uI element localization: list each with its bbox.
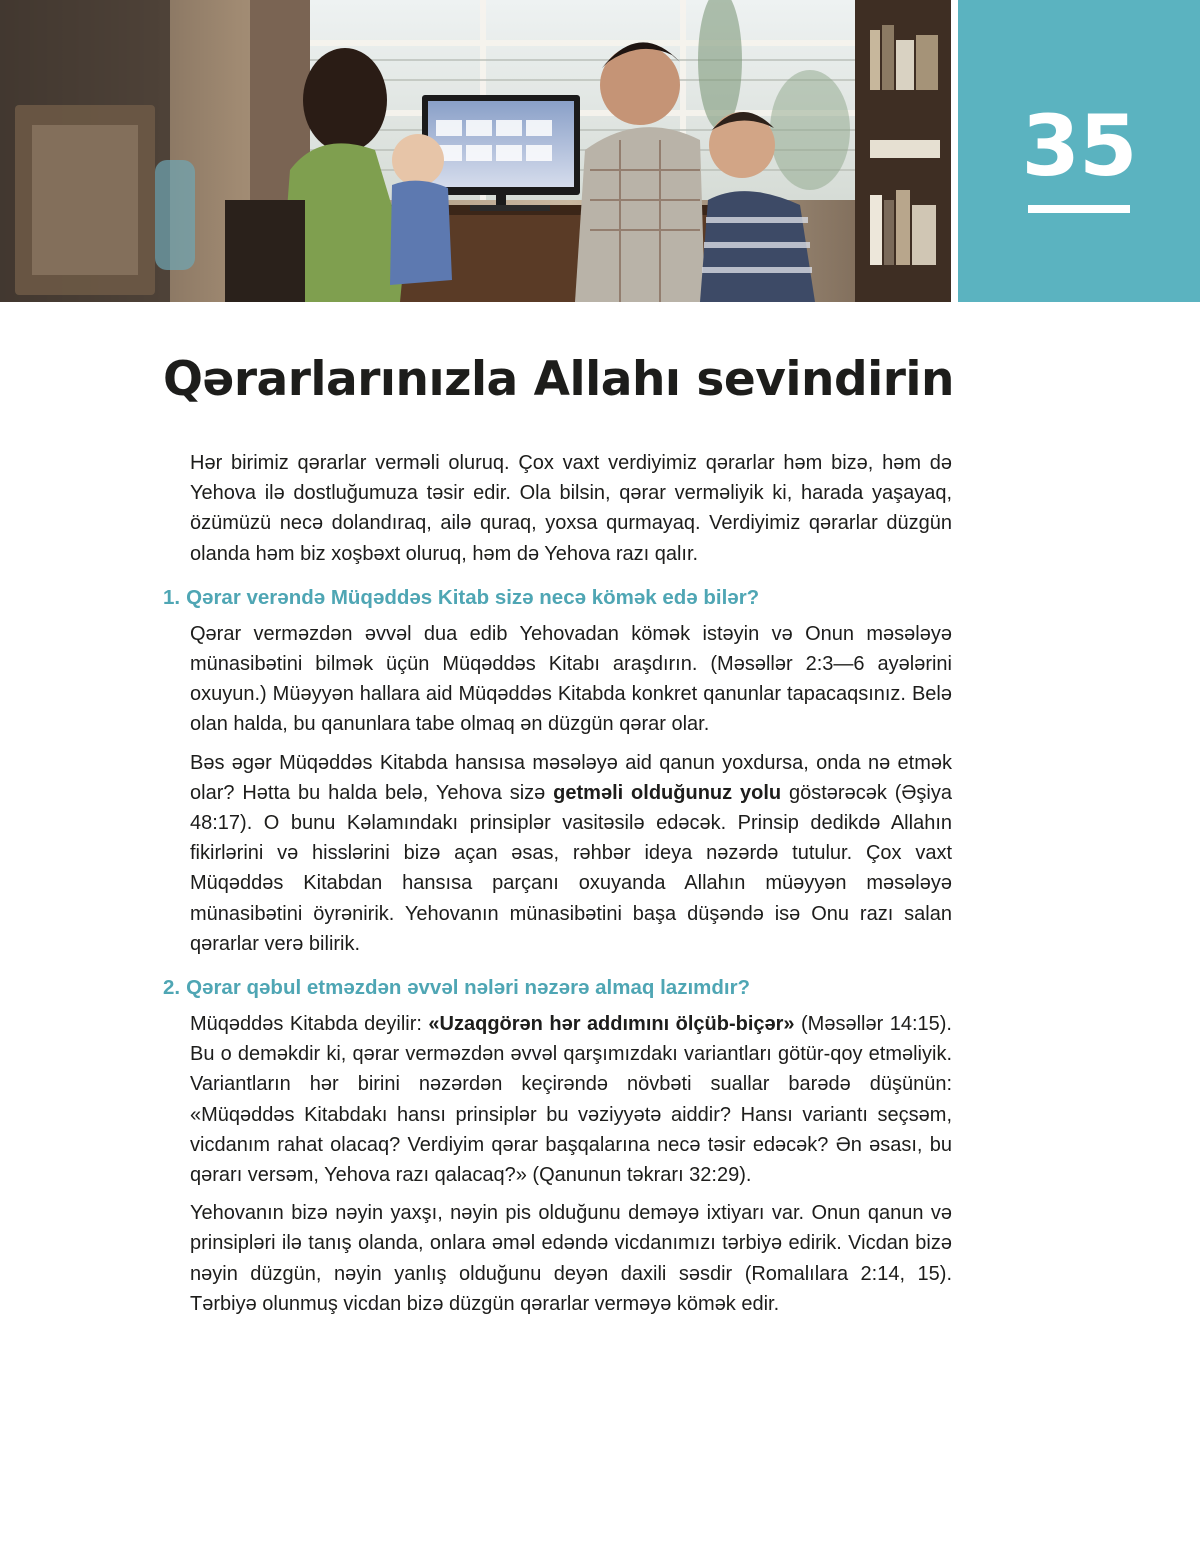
section-number: 2.: [163, 976, 181, 1000]
lesson-number: 35: [1021, 97, 1137, 195]
text-run: Müqəddəs Kitabda deyilir:: [190, 1013, 429, 1036]
section-question: Qərar qəbul etməzdən əvvəl nələri nəzərə almaq lazımdır?: [186, 976, 751, 1000]
lesson-number-tab: [958, 0, 1200, 302]
section-heading-1: [163, 583, 952, 613]
section-1-paragraph-2: [190, 748, 952, 959]
bold-quote: «Uzaqgörən hər addımını ölçüb-biçər»: [428, 1013, 795, 1036]
section-2-paragraph-2: Yehovanın bizə nəyin yaxşı, nəyin pis olduğunu deməyə ixtiyarı var. Onun qanun və prinsipləri ilə tanış olanda, onlara əməl edəndə vicdanımızı tərbiyə edirik. Vicdan bizə nəyin düzgün, nəyin yanlış olduğunu deyən daxili səsdir (Romalılara 2:14, 15). Tərbiyə olunmuş vicdan bizə düzgün qərarlar verməyə kömək edir.: [190, 1202, 952, 1315]
header-photo: [0, 0, 951, 302]
section-question: Qərar verəndə Müqəddəs Kitab sizə necə kömək edə bilər?: [186, 585, 760, 609]
lesson-title: Qərarlarınızla Allahı sevindirin: [163, 352, 954, 407]
section-2-paragraph-1: [190, 1009, 952, 1190]
family-at-computer-illustration: [0, 0, 951, 302]
bold-phrase: getməli olduğunuz yolu: [553, 781, 782, 804]
text-run: (Məsəllər 14:15). Bu o deməkdir ki, qərar verməzdən əvvəl qarşımızdakı variantları götür-qoy etməliyik. Variantların hər birini nəzərdən keçirəndə növbəti suallar barədə düşünün: «Müqəddəs Kitabdakı hansı prinsiplər bu vəziyyətə aiddir? Hansı variantı seçsəm, vicdanım rahat olacaq? Verdiyim qərar başqalarına necə təsir edəcək? Ən əsası, bu qərarı versəm, Yehova razı qalacaq?» (Qanunun təkrarı 32:29).: [190, 1013, 952, 1187]
text-run: Bəs əgər Müqəddəs Kitabda hansısa məsələyə aid qanun yoxdursa, onda nə etmək olar? Hətta bu halda belə, Yehova sizə: [190, 751, 952, 804]
section-1-paragraph-1: Qərar verməzdən əvvəl dua edib Yehovadan kömək istəyin və Onun məsələyə münasibətini bilmək üçün Müqəddəs Kitabı araşdırın. (Məsəllər 2:3—6 ayələrini oxuyun.) Müəyyən hallara aid Müqəddəs Kitabda konkret qanunlar tapacaqsınız. Belə olan halda, bu qanunlara tabe olmaq ən düzgün qərar olar.: [190, 622, 952, 736]
section-number: 1.: [163, 585, 181, 609]
intro-paragraph: Hər birimiz qərarlar verməli oluruq. Çox vaxt verdiyimiz qərarlar həm bizə, həm də Yehova ilə dostluğumuza təsir edir. Ola bilsin, qərar verməliyik ki, harada yaşayaq, özümüzü necə dolandıraq, ailə quraq, yoxsa qurmayaq. Verdiyimiz qərarlar düzgün olanda həm biz xoşbəxt oluruq, həm də Yehova razı qalır.: [190, 452, 952, 565]
lesson-number-underline: [1028, 205, 1130, 213]
section-heading-2: [163, 973, 952, 1003]
text-run: göstərəcək (Əşiya 48:17). O bunu Kəlamındakı prinsiplər vasitəsilə edəcək. Prinsip dedikdə Allahın fikirlərini və hisslərini bizə açan əsas, rəhbər ideya nəzərdə tutulur. Çox vaxt Müqəddəs Kitabdan hansısa parçanı oxuyanda Allahın müəyyən məsələyə münasibətini öyrənirik. Yehovanın münasibətini başa düşəndə isə Onu razı salan qərarlar verə bilirik.: [190, 781, 952, 955]
lesson-body: [163, 448, 952, 1327]
